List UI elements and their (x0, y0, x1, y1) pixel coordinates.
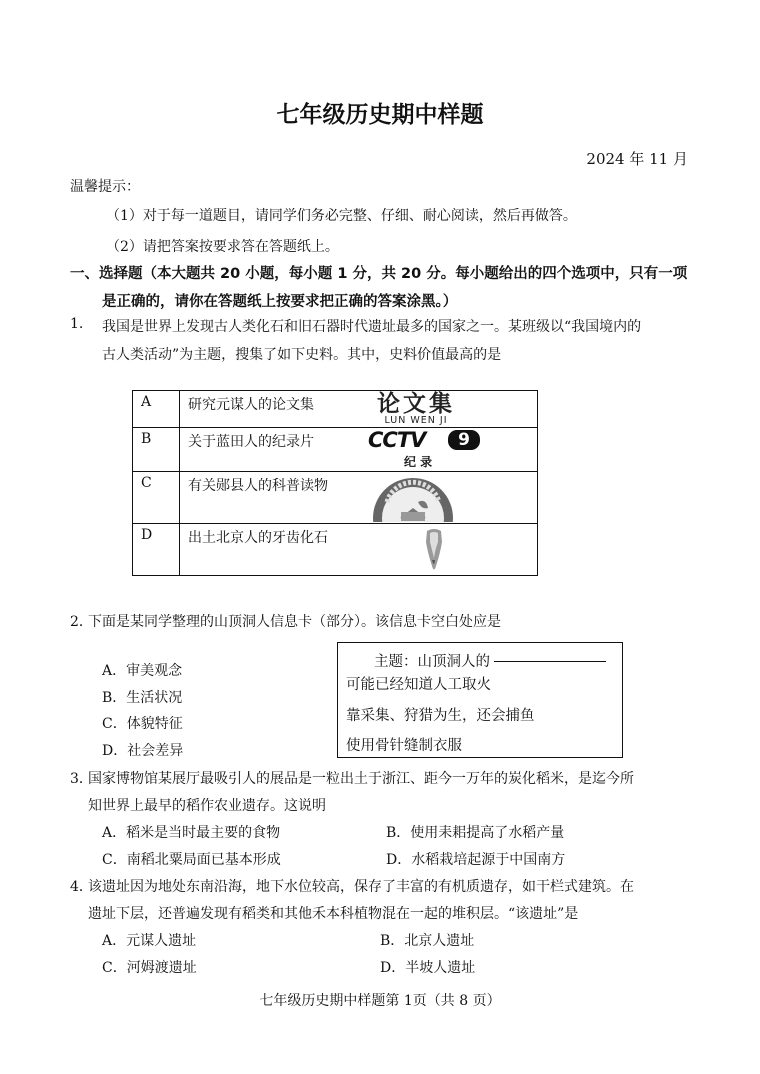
table-row (133, 472, 538, 524)
question-3-number: 3． (70, 771, 93, 787)
option-letter: C (133, 472, 180, 524)
question-2-stem: 下面是某同学整理的山顶洞人信息卡（部分）。该信息卡空白处应是 (88, 614, 501, 630)
fill-in-blank (494, 661, 606, 662)
question-4-option-b: B．北京人遗址 (380, 933, 475, 949)
section-heading-cont: 是正确的，请你在答题纸上按要求把正确的答案涂黑。） (102, 294, 458, 310)
question-1-stem-line1: 我国是世界上发现古人类化石和旧石器时代遗址最多的国家之一。某班级以“我国境内的 (102, 319, 642, 335)
table-row (133, 391, 538, 428)
question-1-stem-line2: 古人类活动”为主题，搜集了如下史料。其中，史料价值最高的是 (102, 347, 502, 363)
question-2-option-d: D．社会差异 (102, 743, 184, 759)
page-title: 七年级历史期中样题 (276, 102, 484, 128)
question-3-stem-line2: 知世界上最早的稻作农业遗存。这说明 (88, 798, 326, 814)
logo-main-text: 论文集 (377, 391, 455, 417)
question-1-number: 1. (70, 316, 84, 332)
question-2-option-b: B．生活状况 (102, 690, 183, 706)
option-text: 出土北京人的牙齿化石 (188, 530, 328, 546)
question-4-option-c: C．河姆渡遗址 (102, 960, 197, 976)
question-1-source-table (132, 390, 538, 576)
tip-item-2: （2）请把答案按要求答在答题纸上。 (106, 239, 339, 255)
option-text: 关于蓝田人的纪录片 (188, 434, 314, 450)
question-3-option-c: C．南稻北粟局面已基本形成 (102, 852, 281, 868)
question-4-number: 4． (70, 879, 93, 895)
card-line-3: 使用骨针缝制衣服 (346, 738, 462, 754)
question-2-option-c: C．体貌特征 (102, 716, 183, 732)
university-seal-icon (370, 474, 456, 522)
question-2-number: 2． (70, 614, 93, 630)
page-footer: 七年级历史期中样题第 1页（共 8 页） (259, 993, 501, 1009)
tooth-fossil-icon (422, 528, 446, 574)
section-heading: 一、选择题（本大题共 20 小题，每小题 1 分，共 20 分。每小题给出的四个选项中，只有一项 (70, 266, 688, 282)
option-cell (180, 524, 538, 576)
table-row (133, 524, 538, 576)
question-4-option-d: D．半坡人遗址 (380, 960, 476, 976)
card-line-2: 靠采集、狩猎为生，还会捕鱼 (346, 708, 535, 724)
question-4-stem-line1: 该遗址因为地处东南沿海，地下水位较高，保存了丰富的有机质遗存，如干栏式建筑。在 (88, 879, 634, 895)
info-card (337, 642, 623, 758)
cctv9-logo (368, 429, 484, 469)
question-3-option-d: D．水稻栽培起源于中国南方 (386, 852, 566, 868)
tip-item-1: （1）对于每一道题目，请同学们务必完整、仔细、耐心阅读，然后再做答。 (106, 208, 577, 224)
card-title (374, 650, 606, 671)
question-3-stem-line1: 国家博物馆某展厅最吸引人的展品是一粒出土于浙江、距今一万年的炭化稻米，是迄今所 (88, 771, 634, 787)
cctv-text: CCTV (368, 428, 426, 452)
exam-date: 2024 年 11 月 (586, 150, 688, 168)
question-4-stem-line2: 遗址下层，还普遍发现有稻类和其他禾本科植物混在一起的堆积层。“该遗址”是 (88, 906, 579, 922)
option-cell (180, 472, 538, 524)
question-4-option-a: A．元谋人遗址 (102, 933, 197, 949)
table-row (133, 428, 538, 472)
option-letter: D (133, 524, 180, 576)
option-text: 有关郧县人的科普读物 (188, 478, 328, 494)
logo-sub-text: LUN WEN JI (384, 415, 448, 426)
logo-sub-text: 纪 录 (404, 455, 433, 469)
option-letter: B (133, 428, 180, 472)
option-text: 研究元谋人的论文集 (188, 397, 314, 413)
card-title-text: 主题：山顶洞人的 (374, 654, 490, 670)
question-3-option-a: A．稻米是当时最主要的食物 (102, 825, 281, 841)
question-2-option-a: A．审美观念 (102, 663, 183, 679)
channel-number: 9 (448, 430, 480, 450)
option-cell (180, 391, 538, 428)
lunwenji-logo (368, 392, 464, 426)
question-3-option-b: B．使用耒耜提高了水稻产量 (386, 825, 565, 841)
tips-heading: 温馨提示： (70, 179, 140, 195)
card-line-1: 可能已经知道人工取火 (346, 677, 491, 693)
option-cell (180, 428, 538, 472)
option-letter: A (133, 391, 180, 428)
